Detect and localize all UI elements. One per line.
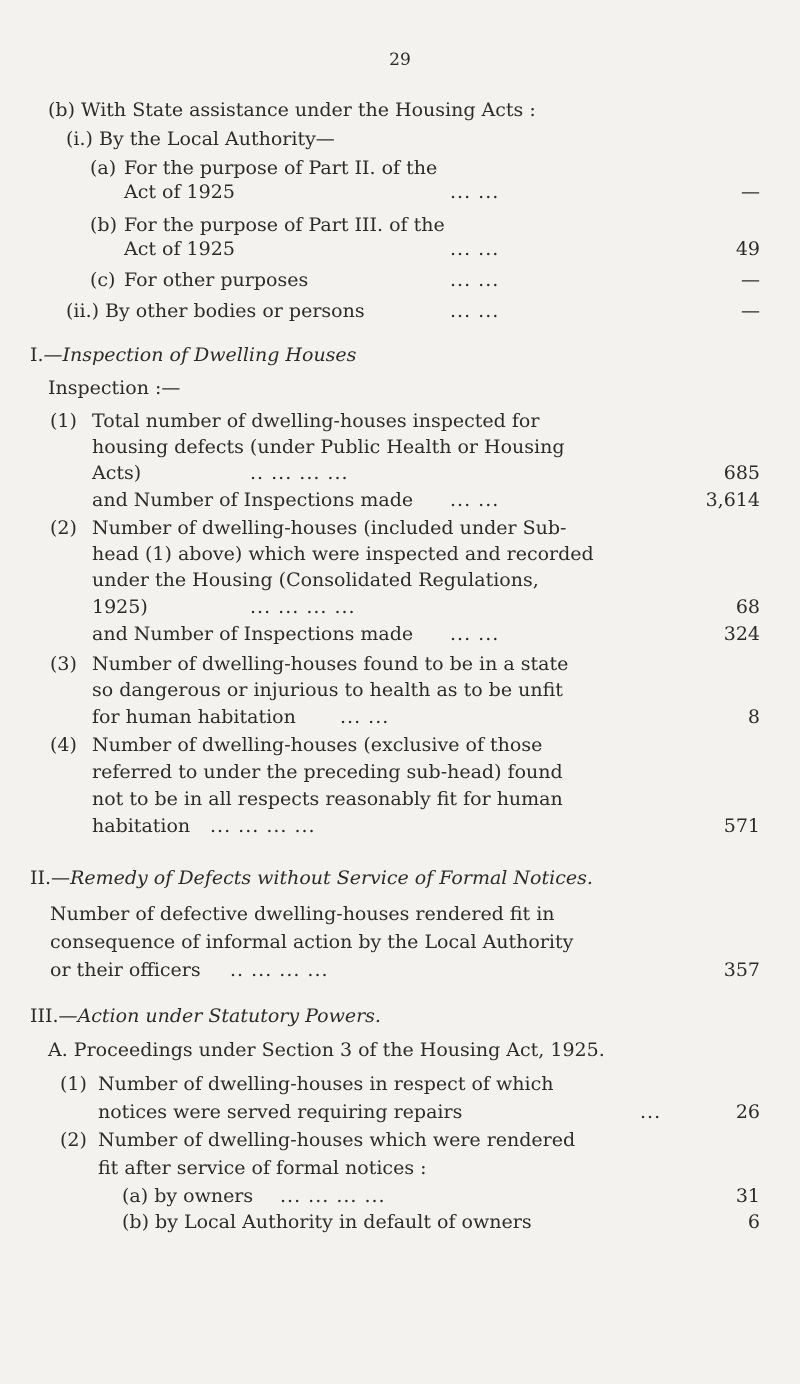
item-a-line1: For the purpose of Part II. of the (124, 157, 438, 179)
section-3-heading (30, 1004, 381, 1028)
section-1-title: Inspection of Dwelling Houses (62, 344, 357, 366)
section-2-line1: Number of defective dwelling-houses rendered fit in (50, 903, 555, 925)
proc-b-value: 6 (747, 1211, 760, 1233)
item-3-line3: for human habitation (92, 706, 296, 728)
item-2b-leader: ... ... (450, 623, 500, 645)
proc-1-value: 26 (735, 1101, 760, 1123)
item-1b-leader: ... ... (450, 489, 500, 511)
item-a-line2: Act of 1925 (124, 181, 235, 203)
item-1-leader: .. ... ... ... (250, 462, 349, 484)
section-3-number: III.— (30, 1005, 78, 1027)
section-3-title: Action under Statutory Powers. (77, 1005, 381, 1027)
item-a-label: (a) (90, 157, 117, 179)
proc-a-text: (a) by owners (122, 1185, 254, 1207)
item-2-line2: head (1) above) which were inspected and recorded (92, 543, 594, 565)
item-a-leader: ... ... (450, 181, 500, 203)
item-4-line1: Number of dwelling-houses (exclusive of those (92, 734, 543, 756)
section-2-value: 357 (723, 959, 760, 981)
other-bodies-leader: ... ... (450, 300, 500, 322)
item-1-line1: Total number of dwelling-houses inspected for (92, 410, 540, 432)
section-1-heading (30, 343, 356, 367)
proc-1-line1: Number of dwelling-houses in respect of which (98, 1073, 554, 1095)
item-2-leader: ... ... ... ... (250, 596, 356, 618)
proc-b-text: (b) by Local Authority in default of owners (122, 1211, 532, 1233)
item-2-line3: under the Housing (Consolidated Regulations, (92, 569, 539, 591)
item-4-line4: habitation (92, 815, 191, 837)
item-2b-text: and Number of Inspections made (92, 623, 414, 645)
proc-a-value: 31 (735, 1185, 760, 1207)
item-b-line2: Act of 1925 (124, 238, 235, 260)
proc-1-label: (1) (60, 1073, 87, 1095)
other-bodies-value: — (741, 300, 760, 322)
item-c-text: For other purposes (124, 269, 309, 291)
item-1-line3: Acts) (92, 462, 142, 484)
item-3-line1: Number of dwelling-houses found to be in a state (92, 653, 569, 675)
item-2-label: (2) (50, 517, 77, 539)
item-3-label: (3) (50, 653, 77, 675)
section-2-line2: consequence of informal action by the Local Authority (50, 931, 574, 953)
item-4-label: (4) (50, 734, 77, 756)
proc-2-label: (2) (60, 1129, 87, 1151)
item-4-leader: ... ... ... ... (210, 815, 316, 837)
proc-1-leader: ... (640, 1101, 662, 1123)
item-a-value: — (741, 181, 760, 203)
item-2-line4: 1925) (92, 596, 148, 618)
proc-1-line2: notices were served requiring repairs (98, 1101, 463, 1123)
section-b-title: (b) With State assistance under the Housing Acts : (48, 99, 536, 121)
item-2-value: 68 (735, 596, 760, 618)
item-c-leader: ... ... (450, 269, 500, 291)
section-2-heading (30, 866, 593, 890)
item-4-value: 571 (723, 815, 760, 837)
section-2-leader: .. ... ... ... (230, 959, 329, 981)
page-number: 29 (389, 50, 411, 70)
section-2-title: Remedy of Defects without Service of Formal Notices. (70, 867, 593, 889)
proc-2-line2: fit after service of formal notices : (98, 1157, 427, 1179)
inspection-intro: Inspection :— (48, 377, 181, 399)
section-2-number: II.— (30, 867, 71, 889)
item-2-line1: Number of dwelling-houses (included under Sub- (92, 517, 567, 539)
item-1-line2: housing defects (under Public Health or Housing (92, 436, 565, 458)
item-1-label: (1) (50, 410, 77, 432)
proc-2-line1: Number of dwelling-houses which were rendered (98, 1129, 576, 1151)
item-2b-value: 324 (723, 623, 760, 645)
item-3-leader: ... ... (340, 706, 390, 728)
item-c-value: — (741, 269, 760, 291)
item-b-value: 49 (735, 238, 760, 260)
item-1b-value: 3,614 (705, 489, 760, 511)
item-1-value: 685 (723, 462, 760, 484)
item-3-value: 8 (747, 706, 760, 728)
local-authority-line: (i.) By the Local Authority— (66, 128, 335, 150)
proceedings-heading: A. Proceedings under Section 3 of the Housing Act, 1925. (48, 1039, 605, 1061)
item-b-label: (b) (90, 214, 117, 236)
proc-a-leader: ... ... ... ... (280, 1185, 386, 1207)
item-c-label: (c) (90, 269, 116, 291)
item-4-line3: not to be in all respects reasonably fit for human (92, 788, 563, 810)
other-bodies-text: (ii.) By other bodies or persons (66, 300, 365, 322)
item-4-line2: referred to under the preceding sub-head) found (92, 761, 563, 783)
item-3-line2: so dangerous or injurious to health as to be unfit (92, 679, 563, 701)
item-b-line1: For the purpose of Part III. of the (124, 214, 445, 236)
section-2-line3: or their officers (50, 959, 201, 981)
item-b-leader: ... ... (450, 238, 500, 260)
item-1b-text: and Number of Inspections made (92, 489, 414, 511)
section-1-number: I.— (30, 344, 63, 366)
